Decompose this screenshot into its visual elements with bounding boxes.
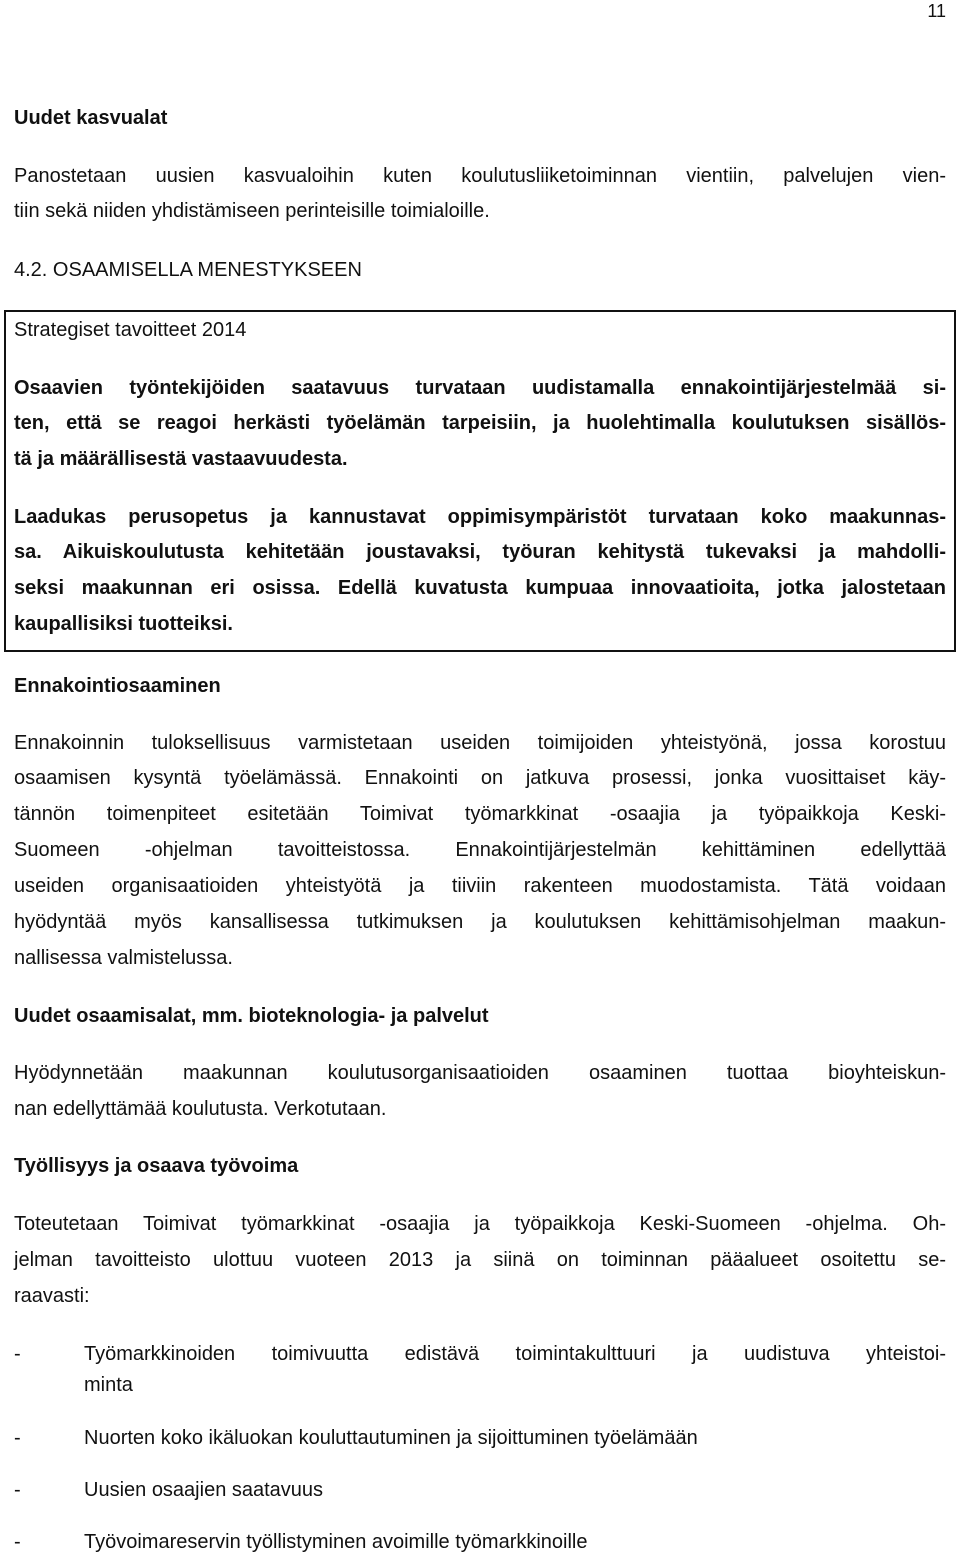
list-item: Uusien osaajien saatavuus — [84, 1479, 324, 1501]
paragraph-line: nan edellyttämää koulutusta. Verkotutaan. — [14, 1098, 387, 1120]
list-item-continuation: minta — [84, 1374, 133, 1396]
list-bullet: - — [14, 1531, 21, 1553]
paragraph-line: jelman tavoitteisto ulottuu vuoteen 2013 ja siinä on toiminnan pääalueet osoitettu se- — [14, 1249, 946, 1271]
paragraph-line: Hyödynnetään maakunnan koulutusorganisaatioiden osaaminen tuottaa bioyhteiskun- — [14, 1062, 946, 1084]
heading-uudet-osaamisalat: Uudet osaamisalat, mm. bioteknologia- ja palvelut — [14, 1005, 489, 1027]
box-paragraph-line: Osaavien työntekijöiden saatavuus turvataan uudistamalla ennakointijärjestelmää si- — [14, 377, 946, 399]
paragraph-line: nallisessa valmistelussa. — [14, 947, 233, 969]
box-paragraph-line: Laadukas perusopetus ja kannustavat oppimisympäristöt turvataan koko maakunnas- — [14, 506, 946, 528]
paragraph-line: Panostetaan uusien kasvualoihin kuten koulutusliiketoiminnan vientiin, palvelujen vien- — [14, 165, 946, 187]
box-paragraph-line: sa. Aikuiskoulutusta kehitetään joustavaksi, työuran kehitystä tukevaksi ja mahdolli- — [14, 541, 946, 563]
heading-tyollisyys: Työllisyys ja osaava työvoima — [14, 1155, 299, 1177]
paragraph-line: tännön toimenpiteet esitetään Toimivat työmarkkinat -osaajia ja työpaikkoja Keski- — [14, 803, 946, 825]
paragraph-line: osaamisen kysyntä työelämässä. Ennakointi on jatkuva prosessi, jonka vuosittaiset käy- — [14, 767, 946, 789]
box-paragraph-line: seksi maakunnan eri osissa. Edellä kuvatusta kumpuaa innovaatioita, jotka jalostetaan — [14, 577, 946, 599]
box-paragraph-line: kaupallisiksi tuotteiksi. — [14, 613, 233, 635]
list-item: Työvoimareservin työllistyminen avoimille työmarkkinoille — [84, 1531, 588, 1553]
list-item: Työmarkkinoiden toimivuutta edistävä toimintakulttuuri ja uudistuva yhteistoi- — [84, 1343, 946, 1365]
box-paragraph-line: tä ja määrällisestä vastaavuudesta. — [14, 448, 348, 470]
heading-uudet-kasvualat: Uudet kasvualat — [14, 107, 168, 129]
heading-ennakointiosaaminen: Ennakointiosaaminen — [14, 675, 221, 697]
paragraph-line: Toteutetaan Toimivat työmarkkinat -osaajia ja työpaikkoja Keski-Suomeen -ohjelma. Oh- — [14, 1213, 946, 1235]
list-item: Nuorten koko ikäluokan kouluttautuminen ja sijoittuminen työelämään — [84, 1427, 698, 1449]
section-title: 4.2. OSAAMISELLA MENESTYKSEEN — [14, 259, 362, 281]
list-bullet: - — [14, 1427, 21, 1449]
paragraph-line: useiden organisaatioiden yhteistyötä ja tiiviin rakenteen muodostamista. Tätä voidaan — [14, 875, 946, 897]
page-number: 11 — [927, 1, 946, 21]
paragraph-line: Ennakoinnin tuloksellisuus varmistetaan useiden toimijoiden yhteistyönä, jossa korostuu — [14, 732, 946, 754]
list-bullet: - — [14, 1343, 21, 1365]
paragraph-line: tiin sekä niiden yhdistämiseen perinteisille toimialoille. — [14, 200, 490, 222]
paragraph-line: raavasti: — [14, 1285, 90, 1307]
list-bullet: - — [14, 1479, 21, 1501]
strategic-goals-box — [4, 310, 956, 652]
paragraph-line: Suomeen -ohjelman tavoitteistossa. Ennakointijärjestelmän kehittäminen edellyttää — [14, 839, 946, 861]
paragraph-line: hyödyntää myös kansallisessa tutkimuksen ja koulutuksen kehittämisohjelman maakun- — [14, 911, 946, 933]
box-paragraph-line: ten, että se reagoi herkästi työelämän tarpeisiin, ja huolehtimalla koulutuksen sisällös- — [14, 412, 946, 434]
box-subtitle: Strategiset tavoitteet 2014 — [14, 319, 247, 341]
